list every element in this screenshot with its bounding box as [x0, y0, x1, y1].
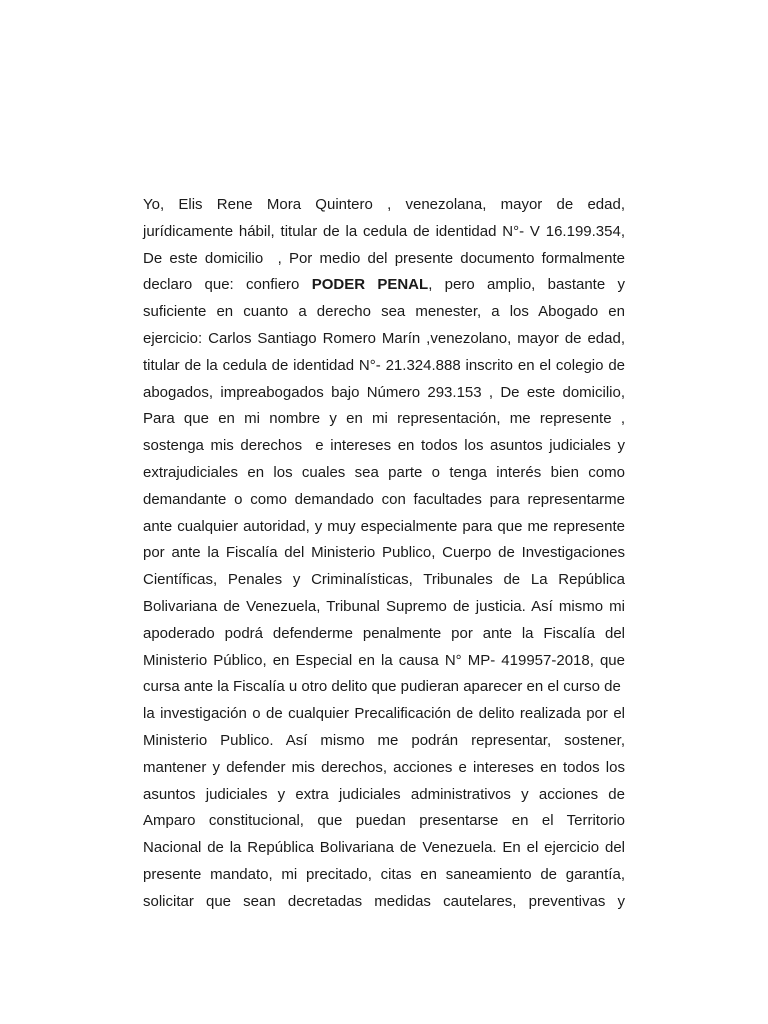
text-line: asuntos judiciales y extra judiciales administrativos y acciones de — [143, 785, 625, 803]
text-segment: declaro que: confiero — [143, 276, 312, 294]
text-line: solicitar que sean decretadas medidas cautelares, preventivas y — [143, 892, 625, 910]
text-line: por ante la Fiscalía del Ministerio Publico, Cuerpo de Investigaciones — [143, 544, 625, 562]
text-line: ante cualquier autoridad, y muy especialmente para que me represente — [143, 517, 625, 535]
text-line: Ministerio Publico. Así mismo me podrán representar, sostener, — [143, 731, 625, 749]
text-line: cursa ante la Fiscalía u otro delito que pudieran aparecer en el curso de — [143, 678, 621, 696]
document-body — [143, 192, 625, 916]
text-line-with-bold — [143, 272, 625, 299]
text-line: demandante o como demandado con facultades para representarme — [143, 490, 625, 508]
bold-title-poder-penal: PODER PENAL — [311, 276, 429, 294]
text-line: Yo, Elis Rene Mora Quintero , venezolana, mayor de edad, — [143, 196, 625, 213]
text-line: Amparo constitucional, que puedan presentarse en el Territorio — [143, 812, 625, 830]
text-line: apoderado podrá defenderme penalmente por ante la Fiscalía del — [143, 624, 625, 642]
text-line: mantener y defender mis derechos, acciones e intereses en todos los — [143, 758, 625, 776]
text-segment: , pero amplio, bastante y — [428, 276, 626, 294]
text-line: Para que en mi nombre y en mi representación, me represente , — [143, 410, 625, 428]
text-line: De este domicilio , Por medio del presente documento formalmente — [143, 249, 625, 267]
text-line: la investigación o de cualquier Precalificación de delito realizada por el — [143, 705, 625, 723]
text-line: titular de la cedula de identidad N°- 21.324.888 inscrito en el colegio de — [143, 356, 625, 374]
text-line: Bolivariana de Venezuela, Tribunal Supremo de justicia. Así mismo mi — [143, 597, 625, 615]
text-line: extrajudiciales en los cuales sea parte o tenga interés bien como — [143, 463, 625, 481]
text-line: suficiente en cuanto a derecho sea menester, a los Abogado en — [143, 303, 625, 321]
text-line: abogados, impreabogados bajo Número 293.153 , De este domicilio, — [143, 383, 625, 401]
text-line: jurídicamente hábil, titular de la cedula de identidad N°- V 16.199.354, — [143, 222, 625, 240]
text-line: presente mandato, mi precitado, citas en saneamiento de garantía, — [143, 865, 625, 883]
text-line: Ministerio Público, en Especial en la causa N° MP- 419957-2018, que — [143, 651, 625, 669]
text-line: ejercicio: Carlos Santiago Romero Marín ,venezolano, mayor de edad, — [143, 329, 625, 347]
text-line: Nacional de la República Bolivariana de Venezuela. En el ejercicio del — [143, 839, 625, 857]
text-line: sostenga mis derechos e intereses en todos los asuntos judiciales y — [143, 437, 625, 455]
text-line: Científicas, Penales y Criminalísticas, Tribunales de La República — [143, 571, 625, 589]
